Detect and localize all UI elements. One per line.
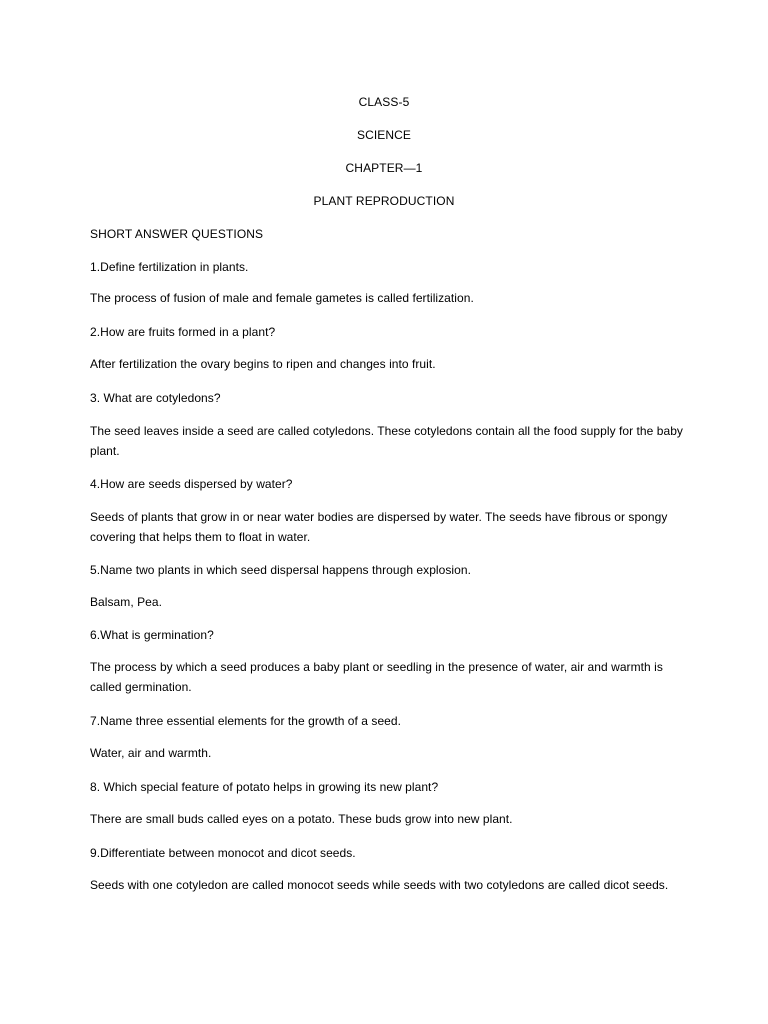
chapter-label: CHAPTER—1 [345,161,423,175]
question-5: 5.Name two plants in which seed dispersal happens through explosion. [90,563,471,577]
question-7: 7.Name three essential elements for the growth of a seed. [90,714,402,728]
question-4: 4.How are seeds dispersed by water? [90,477,293,491]
subject-label: SCIENCE [356,128,412,142]
class-label: CLASS-5 [358,95,410,109]
chapter-title: PLANT REPRODUCTION [313,194,455,208]
answer-8: There are small buds called eyes on a potato. These buds grow into new plant. [90,812,513,826]
question-1: 1.Define fertilization in plants. [90,260,249,274]
answer-9: Seeds with one cotyledon are called monocot seeds while seeds with two cotyledons are called dicot seeds. [90,878,669,892]
answer-5: Balsam, Pea. [90,595,162,609]
answer-2: After fertilization the ovary begins to ripen and changes into fruit. [90,357,436,371]
question-9: 9.Differentiate between monocot and dicot seeds. [90,846,356,860]
question-6: 6.What is germination? [90,628,214,642]
answer-7: Water, air and warmth. [90,746,212,760]
answer-1: The process of fusion of male and female gametes is called fertilization. [90,291,474,305]
answer-6: The process by which a seed produces a baby plant or seedling in the presence of water, air and warmth is called germination. [90,660,663,694]
section-title: SHORT ANSWER QUESTIONS [90,227,264,241]
question-2: 2.How are fruits formed in a plant? [90,325,276,339]
question-3: 3. What are cotyledons? [90,391,221,405]
answer-4: Seeds of plants that grow in or near water bodies are dispersed by water. The seeds have fibrous or spongy covering that helps them to float in water. [90,510,668,544]
answer-3: The seed leaves inside a seed are called cotyledons. These cotyledons contain all the food supply for the baby plant. [90,424,683,458]
question-8: 8. Which special feature of potato helps in growing its new plant? [90,780,439,794]
